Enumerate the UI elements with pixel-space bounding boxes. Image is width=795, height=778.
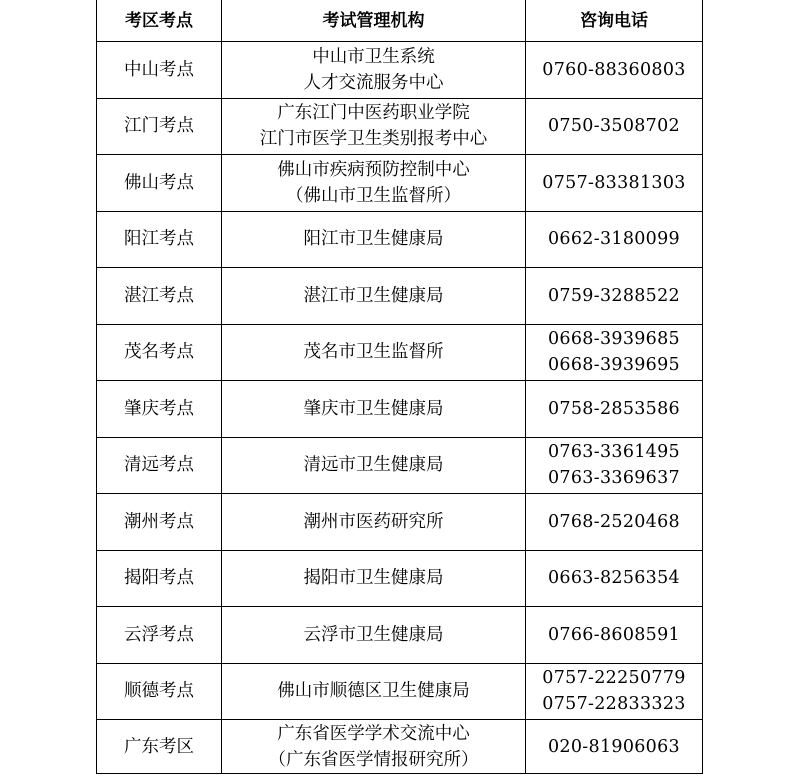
phone-number: 020-81906063 xyxy=(548,736,680,757)
header-phone: 咨询电话 xyxy=(526,0,703,42)
header-org: 考试管理机构 xyxy=(222,0,526,42)
table-row xyxy=(97,155,703,212)
exam-org-cell xyxy=(222,720,526,774)
phone-cell xyxy=(526,98,703,155)
exam-site-cell: 肇庆考点 xyxy=(97,381,222,438)
table-row xyxy=(97,720,703,774)
exam-org-line: 广东省医学学术交流中心 xyxy=(277,723,470,744)
exam-org-line: 人才交流服务中心 xyxy=(303,72,444,93)
exam-org-line: 潮州市医药研究所 xyxy=(303,511,444,532)
exam-site-cell: 广东考区 xyxy=(97,720,222,774)
table-row xyxy=(97,494,703,551)
exam-org-line: 江门市医学卫生类别报考中心 xyxy=(259,129,488,150)
table-body xyxy=(97,42,703,774)
exam-site-cell: 湛江考点 xyxy=(97,268,222,325)
phone-number: 0763-3361495 xyxy=(548,442,680,463)
exam-site-cell: 阳江考点 xyxy=(97,211,222,268)
exam-org-cell xyxy=(222,381,526,438)
table-row xyxy=(97,98,703,155)
exam-site-cell: 佛山考点 xyxy=(97,155,222,212)
exam-org-line: 云浮市卫生健康局 xyxy=(303,624,444,645)
exam-org-cell xyxy=(222,494,526,551)
phone-cell xyxy=(526,720,703,774)
exam-org-line: 揭阳市卫生健康局 xyxy=(303,568,444,589)
phone-number: 0663-8256354 xyxy=(548,568,680,589)
table-row xyxy=(97,663,703,720)
phone-cell xyxy=(526,437,703,494)
phone-cell xyxy=(526,663,703,720)
phone-number: 0757-83381303 xyxy=(542,172,686,193)
exam-org-line: 中山市卫生系统 xyxy=(312,46,435,67)
exam-site-cell: 江门考点 xyxy=(97,98,222,155)
exam-org-line: 湛江市卫生健康局 xyxy=(303,285,444,306)
phone-cell xyxy=(526,268,703,325)
exam-org-cell xyxy=(222,268,526,325)
phone-cell xyxy=(526,550,703,607)
exam-org-cell xyxy=(222,607,526,664)
exam-org-line: （广东省医学情报研究所） xyxy=(268,749,479,770)
phone-number: 0758-2853586 xyxy=(548,398,680,419)
exam-org-cell xyxy=(222,98,526,155)
exam-org-line: 广东江门中医药职业学院 xyxy=(277,103,470,124)
exam-site-cell: 潮州考点 xyxy=(97,494,222,551)
table-header-row xyxy=(97,0,703,42)
exam-org-cell xyxy=(222,550,526,607)
table-row xyxy=(97,437,703,494)
phone-number: 0757-22833323 xyxy=(542,694,686,715)
phone-number: 0768-2520468 xyxy=(548,511,680,532)
exam-org-line: 佛山市疾病预防控制中心 xyxy=(277,159,470,180)
phone-number: 0668-3939685 xyxy=(548,329,680,350)
exam-org-line: （佛山市卫生监督所） xyxy=(286,185,461,206)
phone-number: 0757-22250779 xyxy=(542,668,686,689)
exam-site-cell: 中山考点 xyxy=(97,42,222,99)
exam-org-cell xyxy=(222,324,526,381)
table-row xyxy=(97,381,703,438)
phone-number: 0750-3508702 xyxy=(548,116,680,137)
table-row xyxy=(97,211,703,268)
phone-number: 0668-3939695 xyxy=(548,355,680,376)
exam-site-cell: 茂名考点 xyxy=(97,324,222,381)
phone-cell xyxy=(526,155,703,212)
phone-cell xyxy=(526,324,703,381)
exam-org-cell xyxy=(222,437,526,494)
exam-org-cell xyxy=(222,663,526,720)
table-row xyxy=(97,268,703,325)
table-row xyxy=(97,607,703,664)
phone-number: 0766-8608591 xyxy=(548,624,680,645)
exam-site-cell: 云浮考点 xyxy=(97,607,222,664)
header-site: 考区考点 xyxy=(97,0,222,42)
exam-site-table xyxy=(96,0,703,774)
exam-org-line: 清远市卫生健康局 xyxy=(303,455,444,476)
exam-org-cell xyxy=(222,42,526,99)
phone-number: 0759-3288522 xyxy=(548,285,680,306)
phone-number: 0662-3180099 xyxy=(548,229,680,250)
exam-site-cell: 顺德考点 xyxy=(97,663,222,720)
table-row xyxy=(97,42,703,99)
phone-cell xyxy=(526,381,703,438)
phone-cell xyxy=(526,494,703,551)
phone-cell xyxy=(526,42,703,99)
exam-site-cell: 揭阳考点 xyxy=(97,550,222,607)
phone-number: 0760-88360803 xyxy=(542,59,686,80)
exam-org-cell xyxy=(222,155,526,212)
phone-cell xyxy=(526,211,703,268)
exam-site-cell: 清远考点 xyxy=(97,437,222,494)
exam-org-cell xyxy=(222,211,526,268)
phone-cell xyxy=(526,607,703,664)
exam-org-line: 肇庆市卫生健康局 xyxy=(303,398,444,419)
exam-org-line: 茂名市卫生监督所 xyxy=(303,342,444,363)
table-row xyxy=(97,324,703,381)
exam-org-line: 阳江市卫生健康局 xyxy=(303,229,444,250)
exam-org-line: 佛山市顺德区卫生健康局 xyxy=(277,681,470,702)
table-row xyxy=(97,550,703,607)
phone-number: 0763-3369637 xyxy=(548,468,680,489)
